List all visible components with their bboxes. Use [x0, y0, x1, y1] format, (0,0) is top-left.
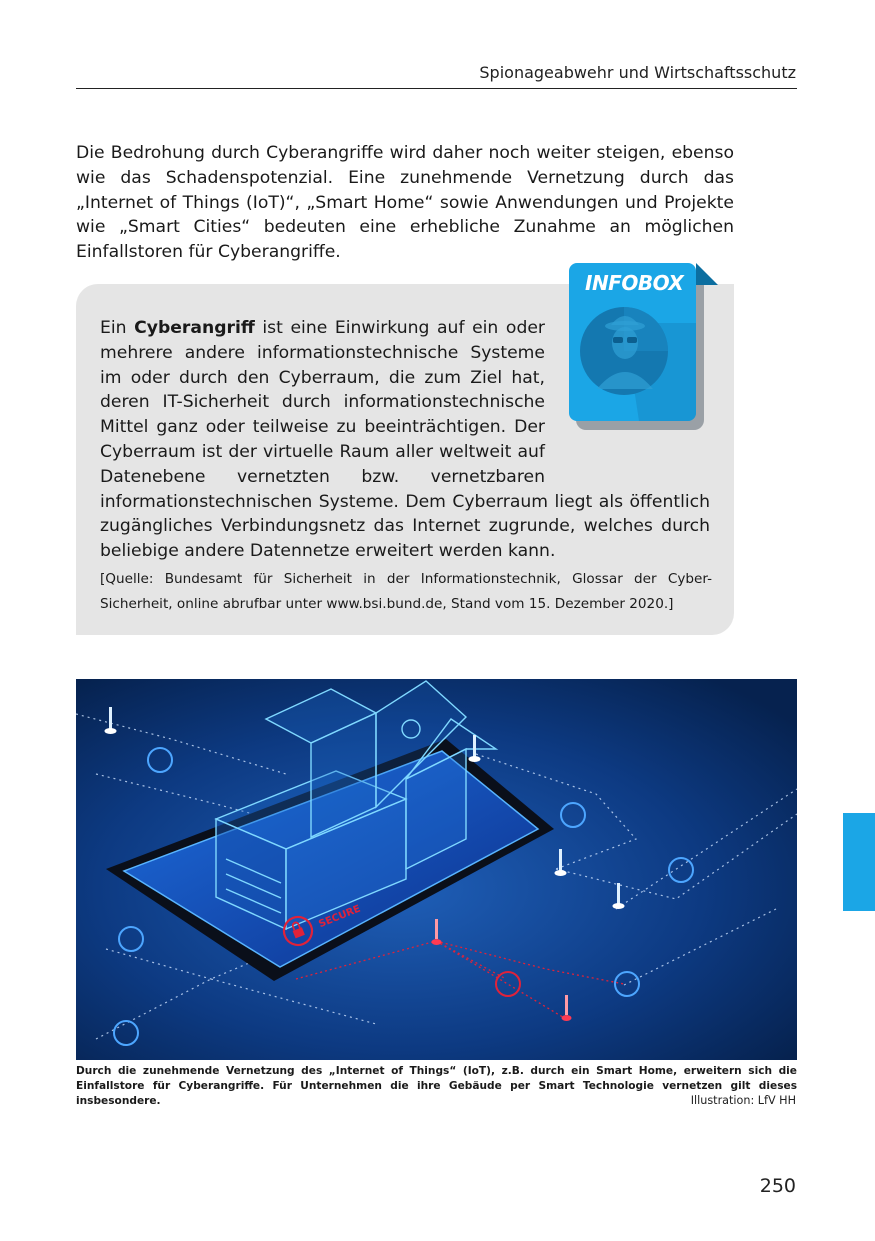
definition-term: Cyberangriff	[134, 318, 255, 338]
page-number: 250	[759, 1175, 796, 1197]
header-rule	[76, 88, 797, 89]
definition-body: ist eine Einwirkung auf ein oder mehrere andere informationstechnische Systeme im oder durch den Cyberraum, die zum Ziel hat, deren IT-Sicherheit durch informationstechnische Mittel ganz oder teilweise zu beeinträchtigen. Der Cyberraum ist der virtuelle Raum aller weltweit auf Datenebene vernetzten bzw. vernetzbaren informationstechnischen Systeme. Dem Cyberraum liegt als öffentlich zugängliches Verbindungsnetz das Internet zugrunde, welches durch beliebige andere Datennetze erweitert werden kann.	[100, 318, 710, 562]
smart-home-illustration	[76, 679, 797, 1060]
infobox-definition	[100, 316, 710, 564]
figure-credit: Illustration: LfV HH	[690, 1094, 796, 1107]
infobox-source: [Quelle: Bundesamt für Sicherheit in der Informationstechnik, Glossar der Cyber-Sicherheit, online abrufbar unter www.bsi.bund.de, Stand vom 15. Dezember 2020.]	[100, 571, 712, 612]
secure-label: SECURE	[317, 903, 363, 931]
infobox-badge-label: INFOBOX	[585, 271, 684, 295]
infobox-badge-fold	[696, 263, 718, 285]
chapter-tab	[843, 813, 875, 911]
running-header: Spionageabwehr und Wirtschaftsschutz	[479, 63, 796, 82]
definition-lead: Ein	[100, 318, 135, 338]
figure-caption: Durch die zunehmende Vernetzung des „Internet of Things“ (IoT), z.B. durch ein Smart Home, erweitern sich die Einfallstore für Cyberangriffe. Für Unternehmen die ihre Gebäude per Smart Technologie vernetzen gilt dieses insbesondere.	[76, 1065, 797, 1107]
intro-paragraph: Die Bedrohung durch Cyberangriffe wird daher noch weiter steigen, ebenso wie das Schadenspotenzial. Eine zunehmende Vernetzung durch das „Internet of Things (IoT)“, „Smart Home“ sowie Anwendungen und Projekte wie „Smart Cities“ bedeuten eine erhebliche Zunahme an möglichen Einfallstoren für Cyberangriffe.	[76, 143, 734, 263]
